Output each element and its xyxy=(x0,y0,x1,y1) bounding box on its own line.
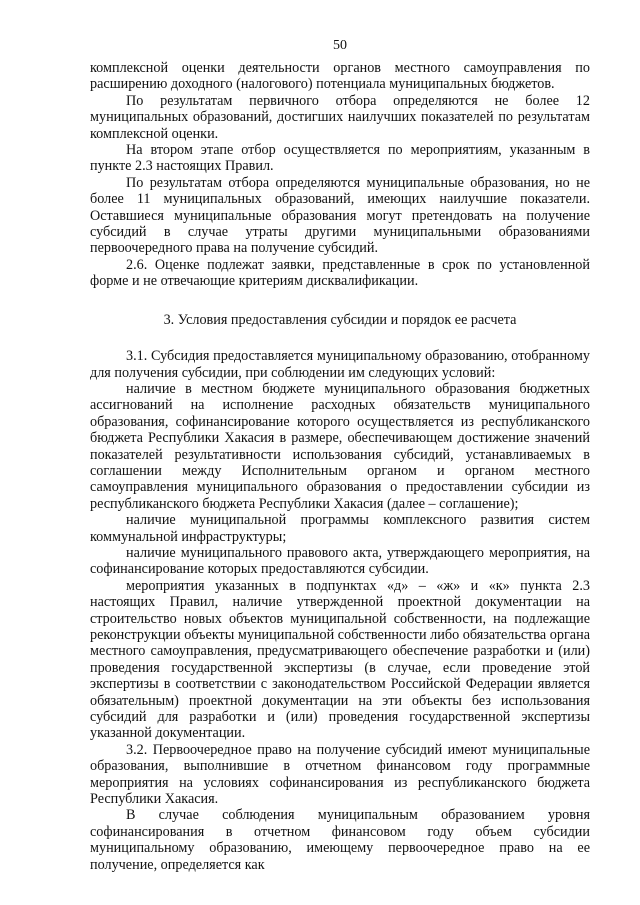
paragraph-budget-condition: наличие в местном бюджете муниципального образования бюджетных ассигнований на исполнение расходных обязательств муниципального образования, софинансирование которого осуществляется из республиканского бюджета Республики Хакасия в размере, обеспечивающем достижение значений показателей результативности использования субсидий, устанавливаемых в соглашении между Исполнительным органом и органом местного самоуправления муниципального образования о предоставлении субсидии из республиканского бюджета Республики Хакасия (далее – соглашение); xyxy=(90,380,590,512)
paragraph-cofinancing: В случае соблюдения муниципальным образованием уровня софинансирования в отчетном финансовом году объем субсидии муниципальному образованию, имеющему первоочередное право на ее получение, определяется как xyxy=(90,807,590,873)
paragraph-3-1: 3.1. Субсидия предоставляется муниципальному образованию, отобранному для получения субсидии, при соблюдении им следующих условий: xyxy=(90,348,590,381)
section-heading: 3. Условия предоставления субсидии и порядок ее расчета xyxy=(163,311,517,328)
paragraph-continuation: комплексной оценки деятельности органов местного самоуправления по расширению доходного (налогового) потенциала муниципальных бюджетов. xyxy=(90,60,590,93)
paragraph-selection-results: По результатам отбора определяются муниципальные образования, но не более 11 муниципальных образований, имеющих наилучшие показатели. Оставшиеся муниципальные образования могут претендовать на получение субсидий в случае утраты другими муниципальными образованиями первоочередного права на получение субсидий. xyxy=(90,174,590,257)
paragraph-second-stage: На втором этапе отбор осуществляется по мероприятиям, указанным в пункте 2.3 настоящих Правил. xyxy=(90,142,590,175)
paragraph-2-6: 2.6. Оценке подлежат заявки, представленные в срок по установленной форме и не отвечающие критериям дисквалификации. xyxy=(90,256,590,290)
document-page xyxy=(90,38,590,873)
paragraph-3-2: 3.2. Первоочередное право на получение субсидий имеют муниципальные образования, выполнившие в отчетном финансовом году программные мероприятия на условиях софинансирования из республиканского бюджета Республики Хакасия. xyxy=(90,741,590,808)
top-paragraphs xyxy=(90,60,590,290)
page-number: 50 xyxy=(333,38,347,53)
bottom-paragraphs xyxy=(90,348,590,873)
paragraph-legal-act-condition: наличие муниципального правового акта, утверждающего мероприятия, на софинансирование которых предоставляются субсидии. xyxy=(90,544,590,578)
paragraph-program-condition: наличие муниципальной программы комплексного развития систем коммунальной инфраструктуры; xyxy=(90,512,590,545)
paragraph-primary-selection: По результатам первичного отбора определяются не более 12 муниципальных образований, достигших наилучших показателей по результатам комплексной оценки. xyxy=(90,92,590,142)
paragraph-measures-condition: мероприятия указанных в подпунктах «д» – «ж» и «к» пункта 2.3 настоящих Правил, наличие утвержденной проектной документации на строительство новых объектов муниципальной собственности, на подлежащие реконструкции объекты муниципальной собственности либо обязательства органа местного самоуправления, предусматривающего обеспечение разработки и (или) проведения государственной экспертизы (в случае, если проведение этой экспертизы в соответствии с законодательством Российской Федерации является обязательным) проектной документации на эти объекты без использования субсидий для разработки и (или) проведения государственной экспертизы указанной документации. xyxy=(90,577,590,742)
